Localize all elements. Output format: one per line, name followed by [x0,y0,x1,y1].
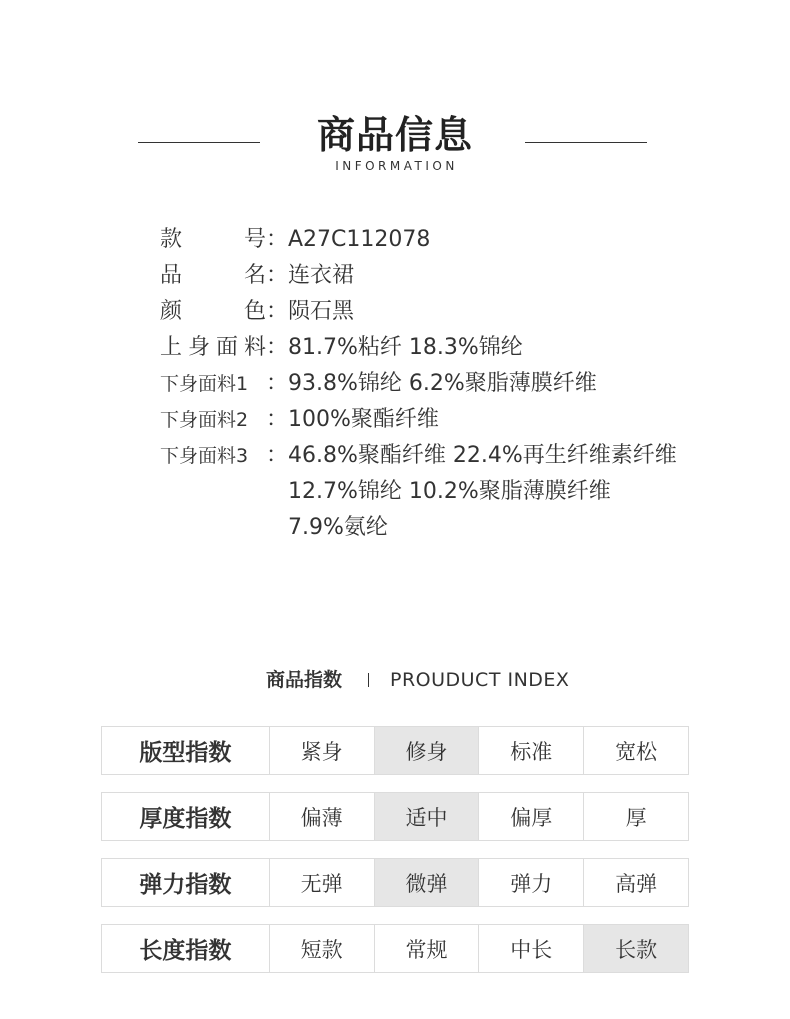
index-option: 无弹 [269,859,374,906]
info-row [160,222,760,258]
index-row [101,792,689,841]
info-row [160,366,760,402]
index-option: 弹力 [478,859,583,906]
index-option: 高弹 [583,859,688,906]
info-values [288,294,354,330]
index-option-selected: 适中 [374,793,479,840]
index-option: 偏厚 [478,793,583,840]
index-option: 紧身 [269,727,374,774]
info-label-char: 料 [243,335,266,360]
info-row [160,438,760,546]
index-option-selected: 微弹 [374,859,479,906]
info-label [160,294,288,330]
index-option-selected: 长款 [583,925,688,972]
info-value: 81.7%粘纤 18.3%锦纶 [288,335,523,360]
info-label [160,258,288,294]
info-value: 46.8%聚酯纤维 22.4%再生纤维素纤维 [288,443,677,468]
info-label-text [160,258,266,294]
product-index-subtitle: PROUDUCT INDEX [390,669,570,691]
info-label-text [160,402,266,438]
info-label-char: 色 [243,299,266,324]
index-option-selected: 修身 [374,727,479,774]
header-separator [368,673,369,687]
info-label-text [160,438,266,474]
info-label-char: 名 [243,263,266,288]
info-value: 100%聚酯纤维 [288,407,439,432]
index-row-name: 版型指数 [139,740,232,766]
section-header [0,112,790,182]
info-row [160,330,760,366]
info-label-char: 号 [243,227,266,252]
info-value: 93.8%锦纶 6.2%聚脂薄膜纤维 [288,371,597,396]
info-label-char: 下身面料1 [160,373,249,395]
info-label-colon: ： [266,263,289,288]
header-divider-right [525,142,647,143]
info-value: 连衣裙 [288,263,355,288]
info-label-text [160,294,266,330]
info-label-char: 品 [160,263,183,288]
page-subtitle: INFORMATION [335,159,458,173]
info-label-char: 上 [160,335,183,360]
product-index-table [101,726,689,990]
info-label [160,438,288,474]
info-label-text [160,330,266,366]
index-row [101,924,689,973]
info-values [288,366,597,402]
info-value: 7.9%氨纶 [288,515,388,540]
page-title: 商品信息 [316,113,473,157]
info-values [288,258,354,294]
info-value: 陨石黑 [288,299,355,324]
index-row [101,858,689,907]
info-label [160,402,288,438]
info-label [160,222,288,258]
info-values [288,330,523,366]
info-label [160,330,288,366]
info-values [288,438,677,546]
info-values [288,402,439,438]
product-index-title: 商品指数 [266,669,343,691]
info-label-colon: ： [266,227,289,252]
index-row-name: 长度指数 [139,938,232,964]
product-info-list [160,222,760,546]
info-label-colon: ： [266,299,289,324]
info-label-colon: ： [266,371,289,396]
info-label-char: 颜 [160,299,183,324]
info-label-char: 身 [187,335,210,360]
info-label-char: 下身面料3 [160,445,249,467]
product-index-header [0,665,790,695]
info-label-colon: ： [266,335,289,360]
info-row [160,294,760,330]
index-option: 短款 [269,925,374,972]
info-row [160,258,760,294]
info-value: 12.7%锦纶 10.2%聚脂薄膜纤维 [288,479,611,504]
info-row [160,402,760,438]
info-label-char: 面 [215,335,238,360]
index-option: 标准 [478,727,583,774]
info-value: A27C112078 [288,227,431,252]
index-row-name: 厚度指数 [139,806,232,832]
index-option: 偏薄 [269,793,374,840]
index-option: 常规 [374,925,479,972]
info-label-char: 下身面料2 [160,409,249,431]
info-label-text [160,222,266,258]
info-label-text [160,366,266,402]
index-option: 中长 [478,925,583,972]
info-label-colon: ： [266,407,289,432]
index-row [101,726,689,775]
index-option: 宽松 [583,727,688,774]
index-row-name: 弹力指数 [139,872,232,898]
info-label-char: 款 [160,227,183,252]
info-label-colon: ： [266,443,289,468]
info-values [288,222,430,258]
info-label [160,366,288,402]
index-option: 厚 [583,793,688,840]
